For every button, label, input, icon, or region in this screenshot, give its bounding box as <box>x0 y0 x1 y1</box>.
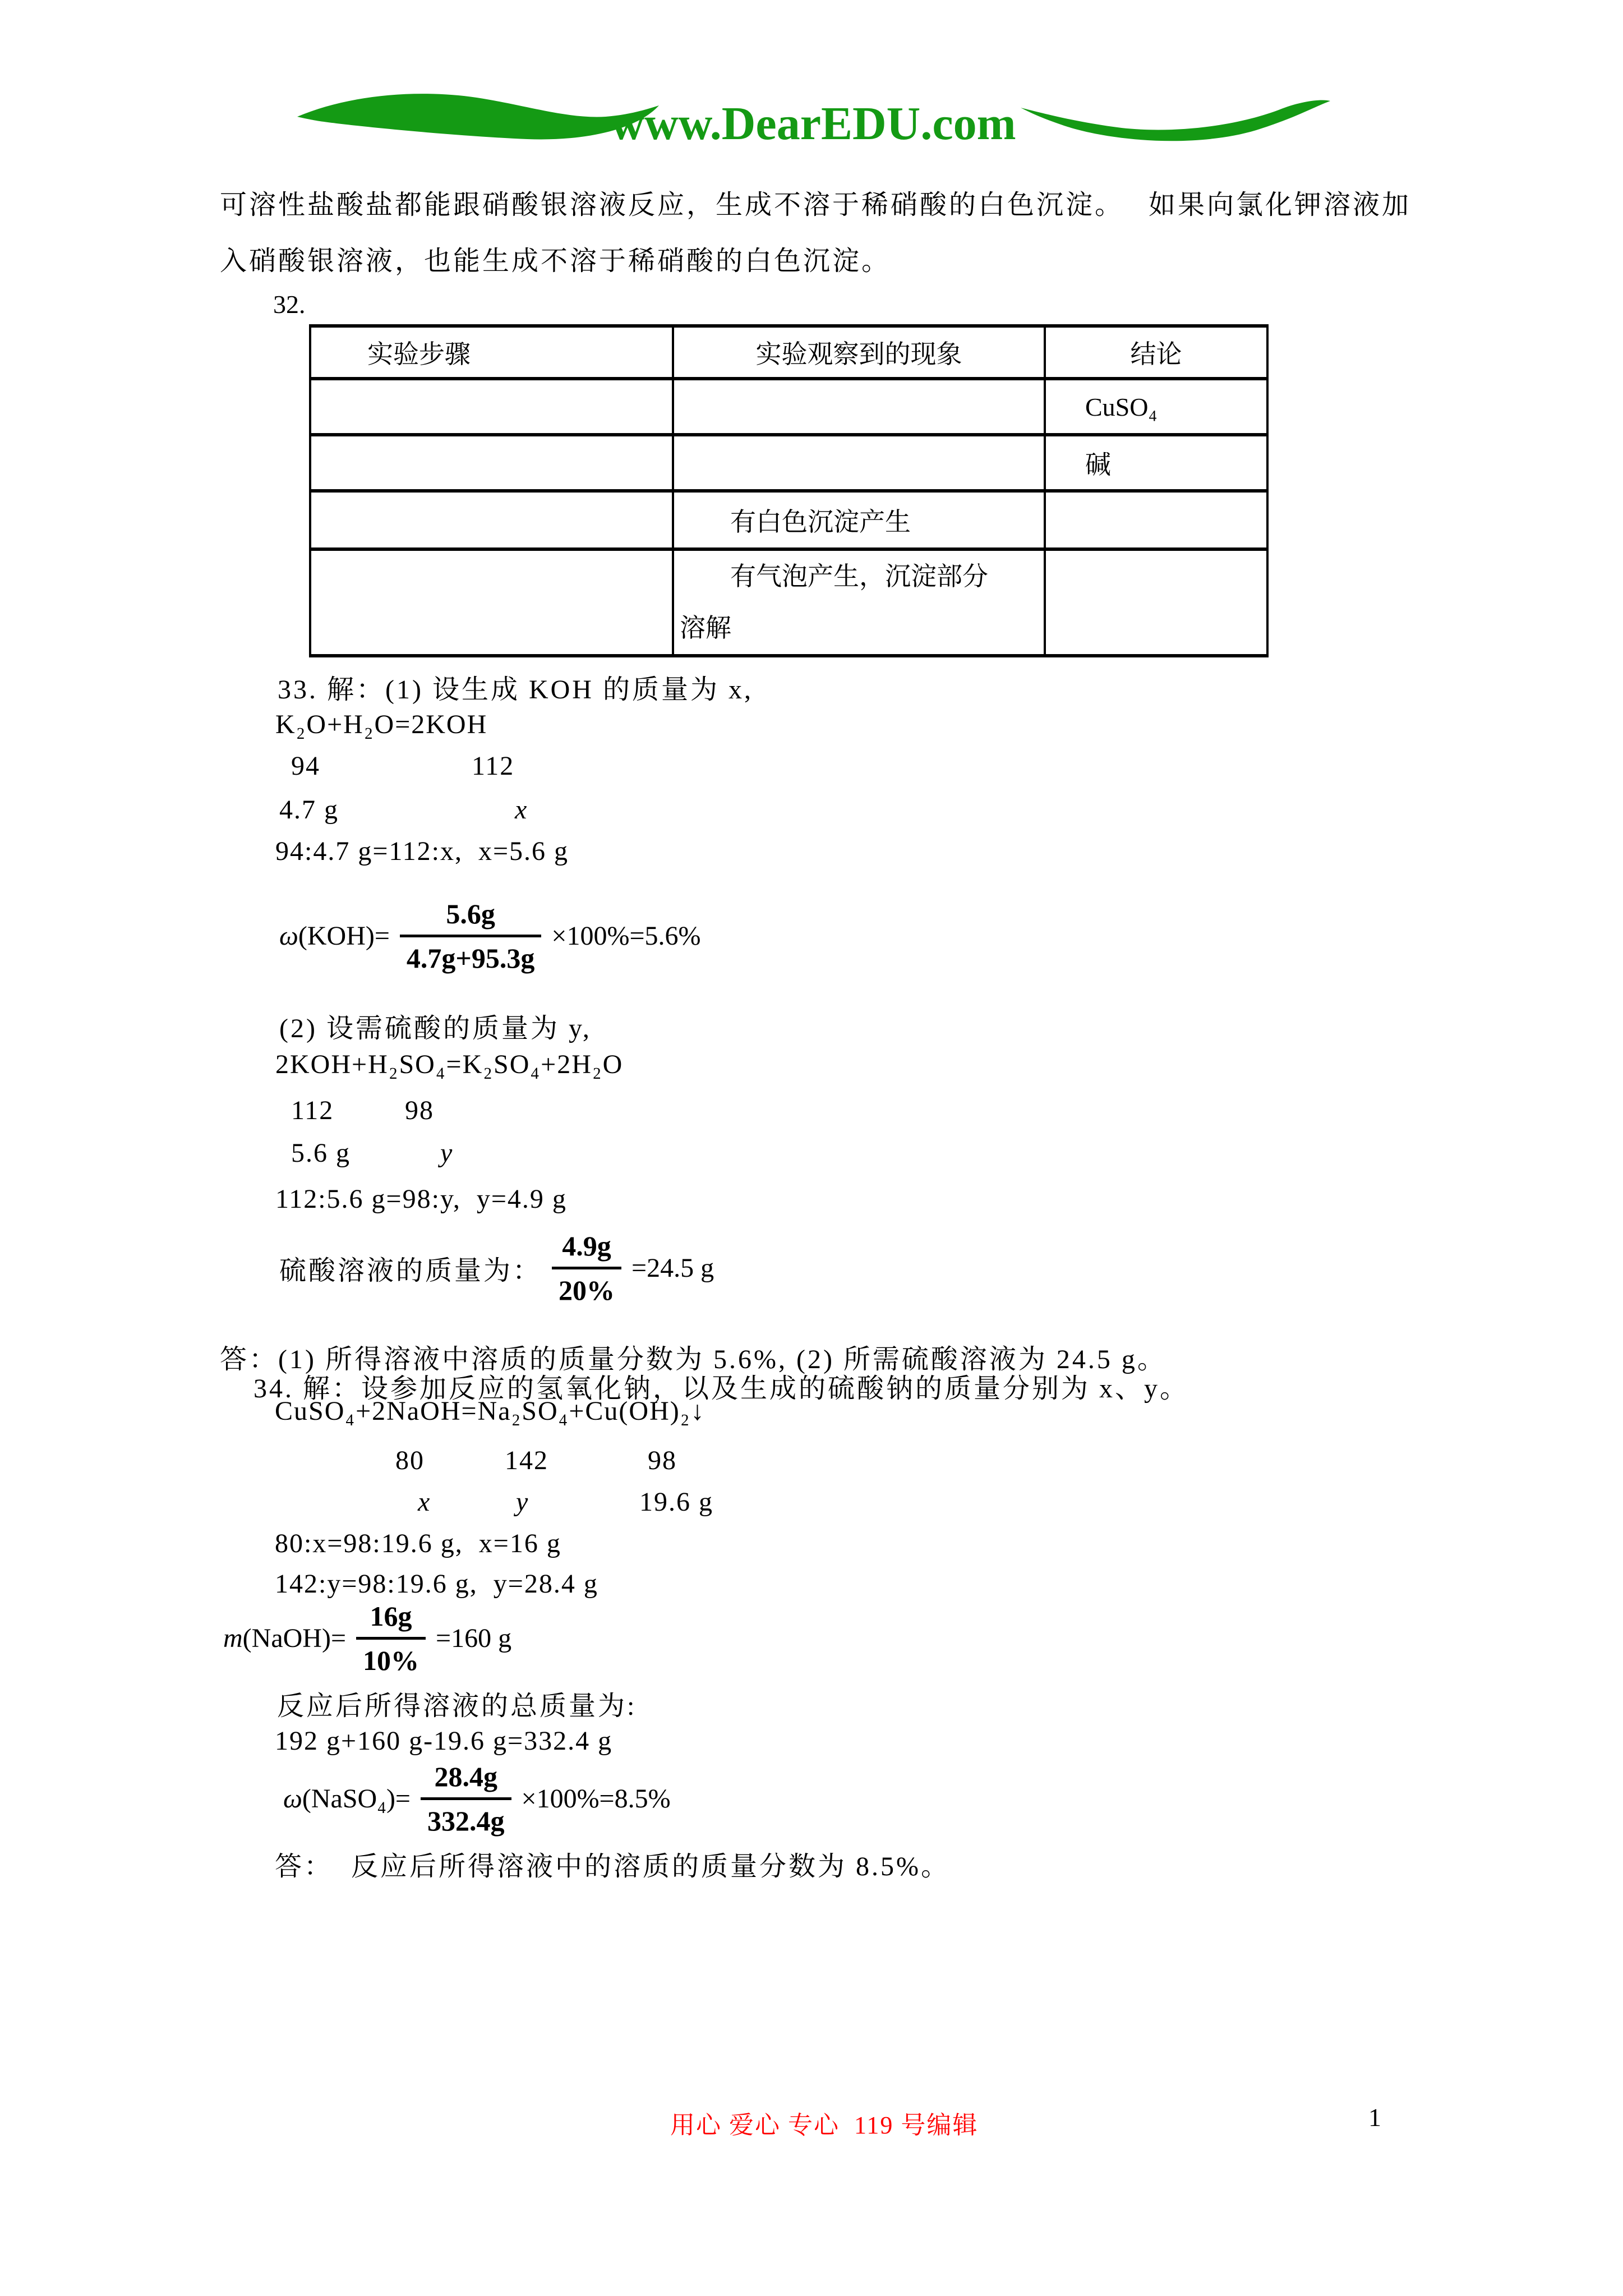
given-mass-value: 19.6 g <box>639 1487 713 1517</box>
site-logo <box>292 83 1335 162</box>
equation-rhs: ×100%=8.5% <box>521 1784 671 1814</box>
omega-symbol: ω <box>279 921 298 951</box>
logo-left-swoosh-icon <box>297 94 659 139</box>
molar-mass-value: 98 <box>405 1096 434 1125</box>
fraction-numerator: 5.6g <box>446 898 495 930</box>
acid-solution-mass-equation <box>279 1230 714 1306</box>
fraction-numerator: 28.4g <box>434 1761 497 1792</box>
equation-rhs: =24.5 g <box>631 1253 714 1283</box>
equation-rhs: =160 g <box>436 1623 512 1653</box>
observation-line-1: 有气泡产生，沉淀部分 <box>730 562 988 591</box>
fraction <box>552 1230 621 1306</box>
given-mass-value: 5.6 g <box>291 1138 351 1168</box>
omega-symbol: ω <box>283 1784 302 1814</box>
fraction-numerator: 4.9g <box>562 1230 611 1262</box>
column-header-conclusion: 结论 <box>1045 326 1267 379</box>
chemical-equation-cuso4: CuSO₄+2NaOH=Na₂SO₄+Cu(OH)₂↓ <box>275 1396 706 1426</box>
equation-lhs-label: (KOH)= <box>298 921 390 951</box>
observation-cell-empty <box>673 379 1045 435</box>
chemical-equation-koh-h2so4: 2KOH+H₂SO₄=K₂SO₄+2H₂O <box>275 1050 624 1079</box>
footer-editor-note: 用心 爱心 专心 119 号编辑 <box>670 2111 979 2139</box>
fraction <box>356 1600 426 1677</box>
unknown-variable-y: y <box>516 1487 529 1517</box>
equation-lhs <box>283 1783 411 1814</box>
column-header-steps: 实验步骤 <box>310 326 673 379</box>
molar-mass-value: 112 <box>472 751 515 781</box>
observation-cell-empty <box>673 435 1045 491</box>
step-cell-empty <box>310 435 673 491</box>
proportion-line: 112:5.6 g=98:y, y=4.9 g <box>275 1184 567 1214</box>
column-header-observation: 实验观察到的现象 <box>673 326 1045 379</box>
step-cell-empty <box>310 379 673 435</box>
molar-mass-value: 98 <box>648 1446 677 1475</box>
molar-mass-value: 142 <box>505 1446 548 1475</box>
observation-line-2: 溶解 <box>680 614 731 642</box>
step-cell-empty <box>310 549 673 656</box>
conclusion-cell: CuSO₄ <box>1045 379 1267 435</box>
molar-mass-value: 80 <box>395 1446 425 1475</box>
logo-right-swoosh-icon <box>1021 100 1330 141</box>
given-mass-value: 4.7 g <box>279 795 339 825</box>
table-row <box>310 491 1267 549</box>
conclusion-cell-empty <box>1045 549 1267 656</box>
unknown-variable-y: y <box>440 1138 454 1168</box>
total-mass-equation: 192 g+160 g-19.6 g=332.4 g <box>275 1726 613 1756</box>
fraction-denominator: 10% <box>363 1645 419 1676</box>
koh-mass-fraction-equation <box>279 898 701 974</box>
question-34-answer: 答： 反应后所得溶液中的溶质的质量分数为 8.5%。 <box>275 1852 950 1881</box>
equation-lhs-label: (NaOH)= <box>242 1623 347 1653</box>
observation-cell: 有白色沉淀产生 <box>673 491 1045 549</box>
proportion-line: 142:y=98:19.6 g, y=28.4 g <box>275 1569 598 1599</box>
equation-lhs <box>279 921 390 951</box>
page-number: 1 <box>1368 2103 1381 2132</box>
table-row <box>310 549 1267 656</box>
proportion-line: 80:x=98:19.6 g, x=16 g <box>275 1529 561 1558</box>
fraction <box>400 898 542 974</box>
logo-text: www.DearEDU.com <box>610 98 1016 150</box>
chemical-equation-k2o: K₂O+H₂O=2KOH <box>275 710 488 739</box>
equation-lhs-label: (NaSO₄)= <box>302 1784 411 1814</box>
table-row <box>310 435 1267 491</box>
acid-solution-label: 硫酸溶液的质量为： <box>279 1256 542 1286</box>
equation-rhs: ×100%=5.6% <box>551 921 701 951</box>
fraction-denominator: 332.4g <box>427 1805 505 1837</box>
equation-lhs <box>223 1623 346 1654</box>
table-row <box>310 379 1267 435</box>
unknown-variable-x: x <box>515 795 528 825</box>
question-34-heading: 34. 解：设参加反应的氢氧化钠，以及生成的硫酸钠的质量分别为 x、y。 <box>253 1374 1189 1404</box>
table-header-row <box>310 326 1267 379</box>
m-symbol: m <box>223 1623 243 1653</box>
intro-line-1: 可溶性盐酸盐都能跟硝酸银溶液反应，生成不溶于稀硝酸的白色沉淀。 如果向氯化钾溶液加 <box>220 190 1412 220</box>
conclusion-cell-empty <box>1045 491 1267 549</box>
fraction-denominator: 20% <box>559 1274 615 1306</box>
question-33-heading: 33. 解：(1) 设生成 KOH 的质量为 x, <box>278 675 753 705</box>
experiment-table <box>309 324 1269 657</box>
unknown-variable-x: x <box>418 1487 431 1517</box>
naoh-mass-equation <box>223 1600 511 1677</box>
naso4-mass-fraction-equation <box>283 1760 671 1837</box>
intro-line-2: 入硝酸银溶液，也能生成不溶于稀硝酸的白色沉淀。 <box>220 246 891 276</box>
molar-mass-value: 94 <box>291 751 320 781</box>
question-32-number: 32. <box>273 290 306 319</box>
fraction-denominator: 4.7g+95.3g <box>406 942 535 974</box>
question-33-answer: 答：(1) 所得溶液中溶质的质量分数为 5.6%, (2) 所需硫酸溶液为 24.5 g。 <box>220 1345 1166 1374</box>
fraction-numerator: 16g <box>370 1600 412 1632</box>
proportion-line: 94:4.7 g=112:x, x=5.6 g <box>275 836 569 866</box>
question-33-part2-heading: (2) 设需硫酸的质量为 y, <box>279 1014 592 1043</box>
molar-mass-value: 112 <box>291 1096 334 1125</box>
total-mass-label: 反应后所得溶液的总质量为: <box>277 1691 637 1721</box>
conclusion-cell: 碱 <box>1045 435 1267 491</box>
observation-cell <box>673 549 1045 656</box>
step-cell-empty <box>310 491 673 549</box>
fraction <box>421 1760 511 1837</box>
